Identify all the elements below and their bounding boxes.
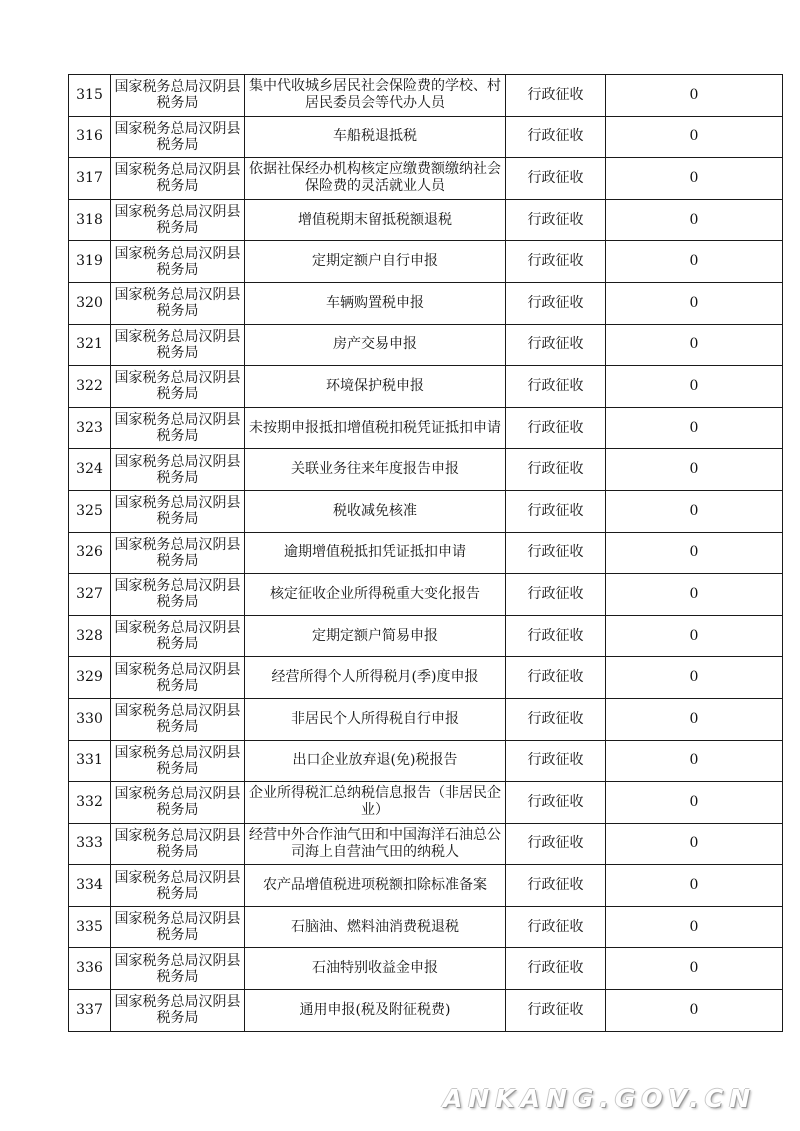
count-cell: 0 [606,740,783,782]
row-number: 332 [69,782,111,824]
row-number: 331 [69,740,111,782]
row-number: 315 [69,75,111,117]
department-cell: 国家税务总局汉阴县税务局 [111,199,245,241]
row-number: 322 [69,366,111,408]
row-number: 320 [69,282,111,324]
department-cell: 国家税务总局汉阴县税务局 [111,366,245,408]
item-name-cell: 定期定额户自行申报 [245,241,506,283]
row-number: 324 [69,449,111,491]
count-cell: 0 [606,782,783,824]
category-cell: 行政征收 [506,615,606,657]
table-row [69,990,783,1032]
item-name-cell: 企业所得税汇总纳税信息报告（非居民企业） [245,782,506,824]
department-cell: 国家税务总局汉阴县税务局 [111,740,245,782]
count-cell: 0 [606,75,783,117]
item-name-cell: 车辆购置税申报 [245,282,506,324]
table-row [69,532,783,574]
category-cell: 行政征收 [506,990,606,1032]
row-number: 317 [69,158,111,200]
table-row [69,865,783,907]
department-cell: 国家税务总局汉阴县税务局 [111,782,245,824]
count-cell: 0 [606,906,783,948]
table-row [69,158,783,200]
item-name-cell: 逾期增值税抵扣凭证抵扣申请 [245,532,506,574]
category-cell: 行政征收 [506,740,606,782]
table-row [69,698,783,740]
row-number: 336 [69,948,111,990]
row-number: 330 [69,698,111,740]
row-number: 318 [69,199,111,241]
table-row [69,657,783,699]
category-cell: 行政征收 [506,158,606,200]
count-cell: 0 [606,574,783,616]
row-number: 337 [69,990,111,1032]
item-name-cell: 定期定额户简易申报 [245,615,506,657]
department-cell: 国家税务总局汉阴县税务局 [111,823,245,865]
item-name-cell: 依据社保经办机构核定应缴费额缴纳社会保险费的灵活就业人员 [245,158,506,200]
row-number: 316 [69,116,111,158]
table-row [69,199,783,241]
count-cell: 0 [606,282,783,324]
table-row [69,116,783,158]
table-row [69,324,783,366]
category-cell: 行政征收 [506,490,606,532]
table-row [69,906,783,948]
category-cell: 行政征收 [506,116,606,158]
count-cell: 0 [606,449,783,491]
item-name-cell: 增值税期末留抵税额退税 [245,199,506,241]
category-cell: 行政征收 [506,449,606,491]
row-number: 333 [69,823,111,865]
table-row [69,740,783,782]
item-name-cell: 石脑油、燃料油消费税退税 [245,906,506,948]
count-cell: 0 [606,823,783,865]
table-row [69,823,783,865]
department-cell: 国家税务总局汉阴县税务局 [111,407,245,449]
department-cell: 国家税务总局汉阴县税务局 [111,865,245,907]
table-row [69,490,783,532]
records-table [68,74,783,1032]
department-cell: 国家税务总局汉阴县税务局 [111,324,245,366]
item-name-cell: 经营中外合作油气田和中国海洋石油总公司海上自营油气田的纳税人 [245,823,506,865]
count-cell: 0 [606,698,783,740]
table-row [69,449,783,491]
department-cell: 国家税务总局汉阴县税务局 [111,698,245,740]
department-cell: 国家税务总局汉阴县税务局 [111,75,245,117]
category-cell: 行政征收 [506,657,606,699]
row-number: 325 [69,490,111,532]
count-cell: 0 [606,366,783,408]
table-row [69,574,783,616]
department-cell: 国家税务总局汉阴县税务局 [111,490,245,532]
department-cell: 国家税务总局汉阴县税务局 [111,906,245,948]
row-number: 323 [69,407,111,449]
item-name-cell: 关联业务往来年度报告申报 [245,449,506,491]
item-name-cell: 集中代收城乡居民社会保险费的学校、村居民委员会等代办人员 [245,75,506,117]
item-name-cell: 石油特别收益金申报 [245,948,506,990]
item-name-cell: 经营所得个人所得税月(季)度申报 [245,657,506,699]
count-cell: 0 [606,116,783,158]
row-number: 326 [69,532,111,574]
site-watermark: ANKANG.GOV.CN [442,1084,756,1113]
category-cell: 行政征收 [506,698,606,740]
count-cell: 0 [606,615,783,657]
item-name-cell: 环境保护税申报 [245,366,506,408]
category-cell: 行政征收 [506,574,606,616]
row-number: 319 [69,241,111,283]
department-cell: 国家税务总局汉阴县税务局 [111,948,245,990]
count-cell: 0 [606,158,783,200]
department-cell: 国家税务总局汉阴县税务局 [111,158,245,200]
category-cell: 行政征收 [506,532,606,574]
table-row [69,948,783,990]
category-cell: 行政征收 [506,823,606,865]
count-cell: 0 [606,948,783,990]
count-cell: 0 [606,241,783,283]
count-cell: 0 [606,490,783,532]
department-cell: 国家税务总局汉阴县税务局 [111,990,245,1032]
table-row [69,407,783,449]
category-cell: 行政征收 [506,366,606,408]
table-row [69,241,783,283]
count-cell: 0 [606,324,783,366]
item-name-cell: 车船税退抵税 [245,116,506,158]
count-cell: 0 [606,865,783,907]
item-name-cell: 房产交易申报 [245,324,506,366]
category-cell: 行政征收 [506,865,606,907]
row-number: 329 [69,657,111,699]
row-number: 321 [69,324,111,366]
row-number: 327 [69,574,111,616]
department-cell: 国家税务总局汉阴县税务局 [111,532,245,574]
category-cell: 行政征收 [506,782,606,824]
item-name-cell: 出口企业放弃退(免)税报告 [245,740,506,782]
department-cell: 国家税务总局汉阴县税务局 [111,241,245,283]
category-cell: 行政征收 [506,906,606,948]
count-cell: 0 [606,657,783,699]
table-row [69,282,783,324]
item-name-cell: 未按期申报抵扣增值税扣税凭证抵扣申请 [245,407,506,449]
count-cell: 0 [606,990,783,1032]
row-number: 335 [69,906,111,948]
item-name-cell: 农产品增值税进项税额扣除标准备案 [245,865,506,907]
table-row [69,366,783,408]
department-cell: 国家税务总局汉阴县税务局 [111,449,245,491]
category-cell: 行政征收 [506,241,606,283]
department-cell: 国家税务总局汉阴县税务局 [111,574,245,616]
count-cell: 0 [606,532,783,574]
table-row [69,782,783,824]
item-name-cell: 通用申报(税及附征税费) [245,990,506,1032]
row-number: 334 [69,865,111,907]
department-cell: 国家税务总局汉阴县税务局 [111,116,245,158]
category-cell: 行政征收 [506,199,606,241]
row-number: 328 [69,615,111,657]
item-name-cell: 核定征收企业所得税重大变化报告 [245,574,506,616]
category-cell: 行政征收 [506,324,606,366]
count-cell: 0 [606,407,783,449]
count-cell: 0 [606,199,783,241]
table-row [69,75,783,117]
table-body [69,75,783,1032]
department-cell: 国家税务总局汉阴县税务局 [111,657,245,699]
department-cell: 国家税务总局汉阴县税务局 [111,615,245,657]
item-name-cell: 非居民个人所得税自行申报 [245,698,506,740]
category-cell: 行政征收 [506,75,606,117]
table-row [69,615,783,657]
category-cell: 行政征收 [506,282,606,324]
department-cell: 国家税务总局汉阴县税务局 [111,282,245,324]
category-cell: 行政征收 [506,407,606,449]
category-cell: 行政征收 [506,948,606,990]
item-name-cell: 税收减免核准 [245,490,506,532]
